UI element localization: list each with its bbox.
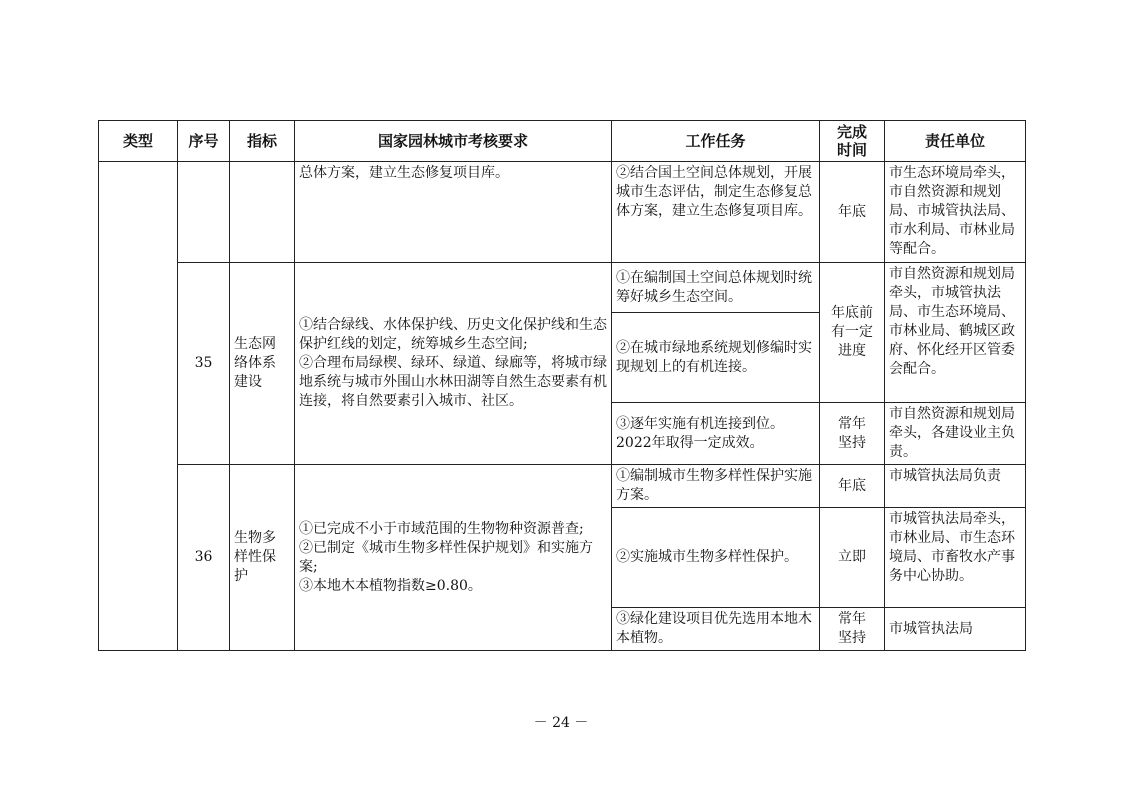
indicator-cell-blank: [230, 162, 295, 263]
header-no: 序号: [178, 121, 230, 162]
task-cell: ②实施城市生物多样性保护。: [612, 508, 820, 608]
assessment-table: [98, 120, 1026, 651]
task-cell: ②结合国土空间总体规划，开展城市生态评估，制定生态修复总体方案，建立生态修复项目库。: [612, 162, 820, 263]
header-unit: 责任单位: [885, 121, 1026, 162]
time-cell: 年底前 有一定 进度: [820, 263, 885, 403]
requirement-cell: ①已完成不小于市域范围的生物物种资源普查; ②已制定《城市生物多样性保护规划》和实施方案; ③本地木本植物指数≥0.80。: [295, 465, 612, 651]
indicator-cell: 生态网 络体系 建设: [230, 263, 295, 465]
time-cell: 立即: [820, 508, 885, 608]
no-cell: 35: [178, 263, 230, 465]
table-header-row: [99, 121, 1026, 162]
type-cell: [99, 162, 178, 651]
unit-cell: 市自然资源和规划局牵头，市城管执法局、市生态环境局、市林业局、鹤城区政府、怀化经开区管委会配合。: [885, 263, 1026, 403]
header-time: 完成 时间: [820, 121, 885, 162]
header-type: 类型: [99, 121, 178, 162]
table-row: [99, 162, 1026, 263]
unit-cell: 市自然资源和规划局牵头，各建设业主负责。: [885, 403, 1026, 465]
no-cell-blank: [178, 162, 230, 263]
requirement-cell: 总体方案，建立生态修复项目库。: [295, 162, 612, 263]
table-row: [99, 465, 1026, 508]
indicator-cell: 生物多 样性保 护: [230, 465, 295, 651]
time-cell: 常年 坚持: [820, 608, 885, 651]
time-cell: 常年 坚持: [820, 403, 885, 465]
task-cell: ①在编制国土空间总体规划时统筹好城乡生态空间。: [612, 263, 820, 313]
unit-cell: 市生态环境局牵头，市自然资源和规划局、市城管执法局、市水利局、市林业局等配合。: [885, 162, 1026, 263]
no-cell: 36: [178, 465, 230, 651]
time-cell: 年底: [820, 465, 885, 508]
requirement-cell: ①结合绿线、水体保护线、历史文化保护线和生态保护红线的划定，统筹城乡生态空间; ②合理布局绿楔、绿环、绿道、绿廊等，将城市绿地系统与城市外围山水林田湖等自然生态要素有机连接，将自然要素引入城市、社区。: [295, 263, 612, 465]
task-cell: ②在城市绿地系统规划修编时实现规划上的有机连接。: [612, 313, 820, 403]
time-cell: 年底: [820, 162, 885, 263]
header-requirement: 国家园林城市考核要求: [295, 121, 612, 162]
page-number: － 24 －: [533, 715, 589, 731]
unit-cell: 市城管执法局负责: [885, 465, 1026, 508]
header-indicator: 指标: [230, 121, 295, 162]
header-task: 工作任务: [612, 121, 820, 162]
unit-cell: 市城管执法局牵头，市林业局、市生态环境局、市畜牧水产事务中心协助。: [885, 508, 1026, 608]
task-cell: ①编制城市生物多样性保护实施方案。: [612, 465, 820, 508]
table-row: [99, 263, 1026, 313]
task-cell: ③绿化建设项目优先选用本地木本植物。: [612, 608, 820, 651]
task-cell: ③逐年实施有机连接到位。2022年取得一定成效。: [612, 403, 820, 465]
unit-cell: 市城管执法局: [885, 608, 1026, 651]
